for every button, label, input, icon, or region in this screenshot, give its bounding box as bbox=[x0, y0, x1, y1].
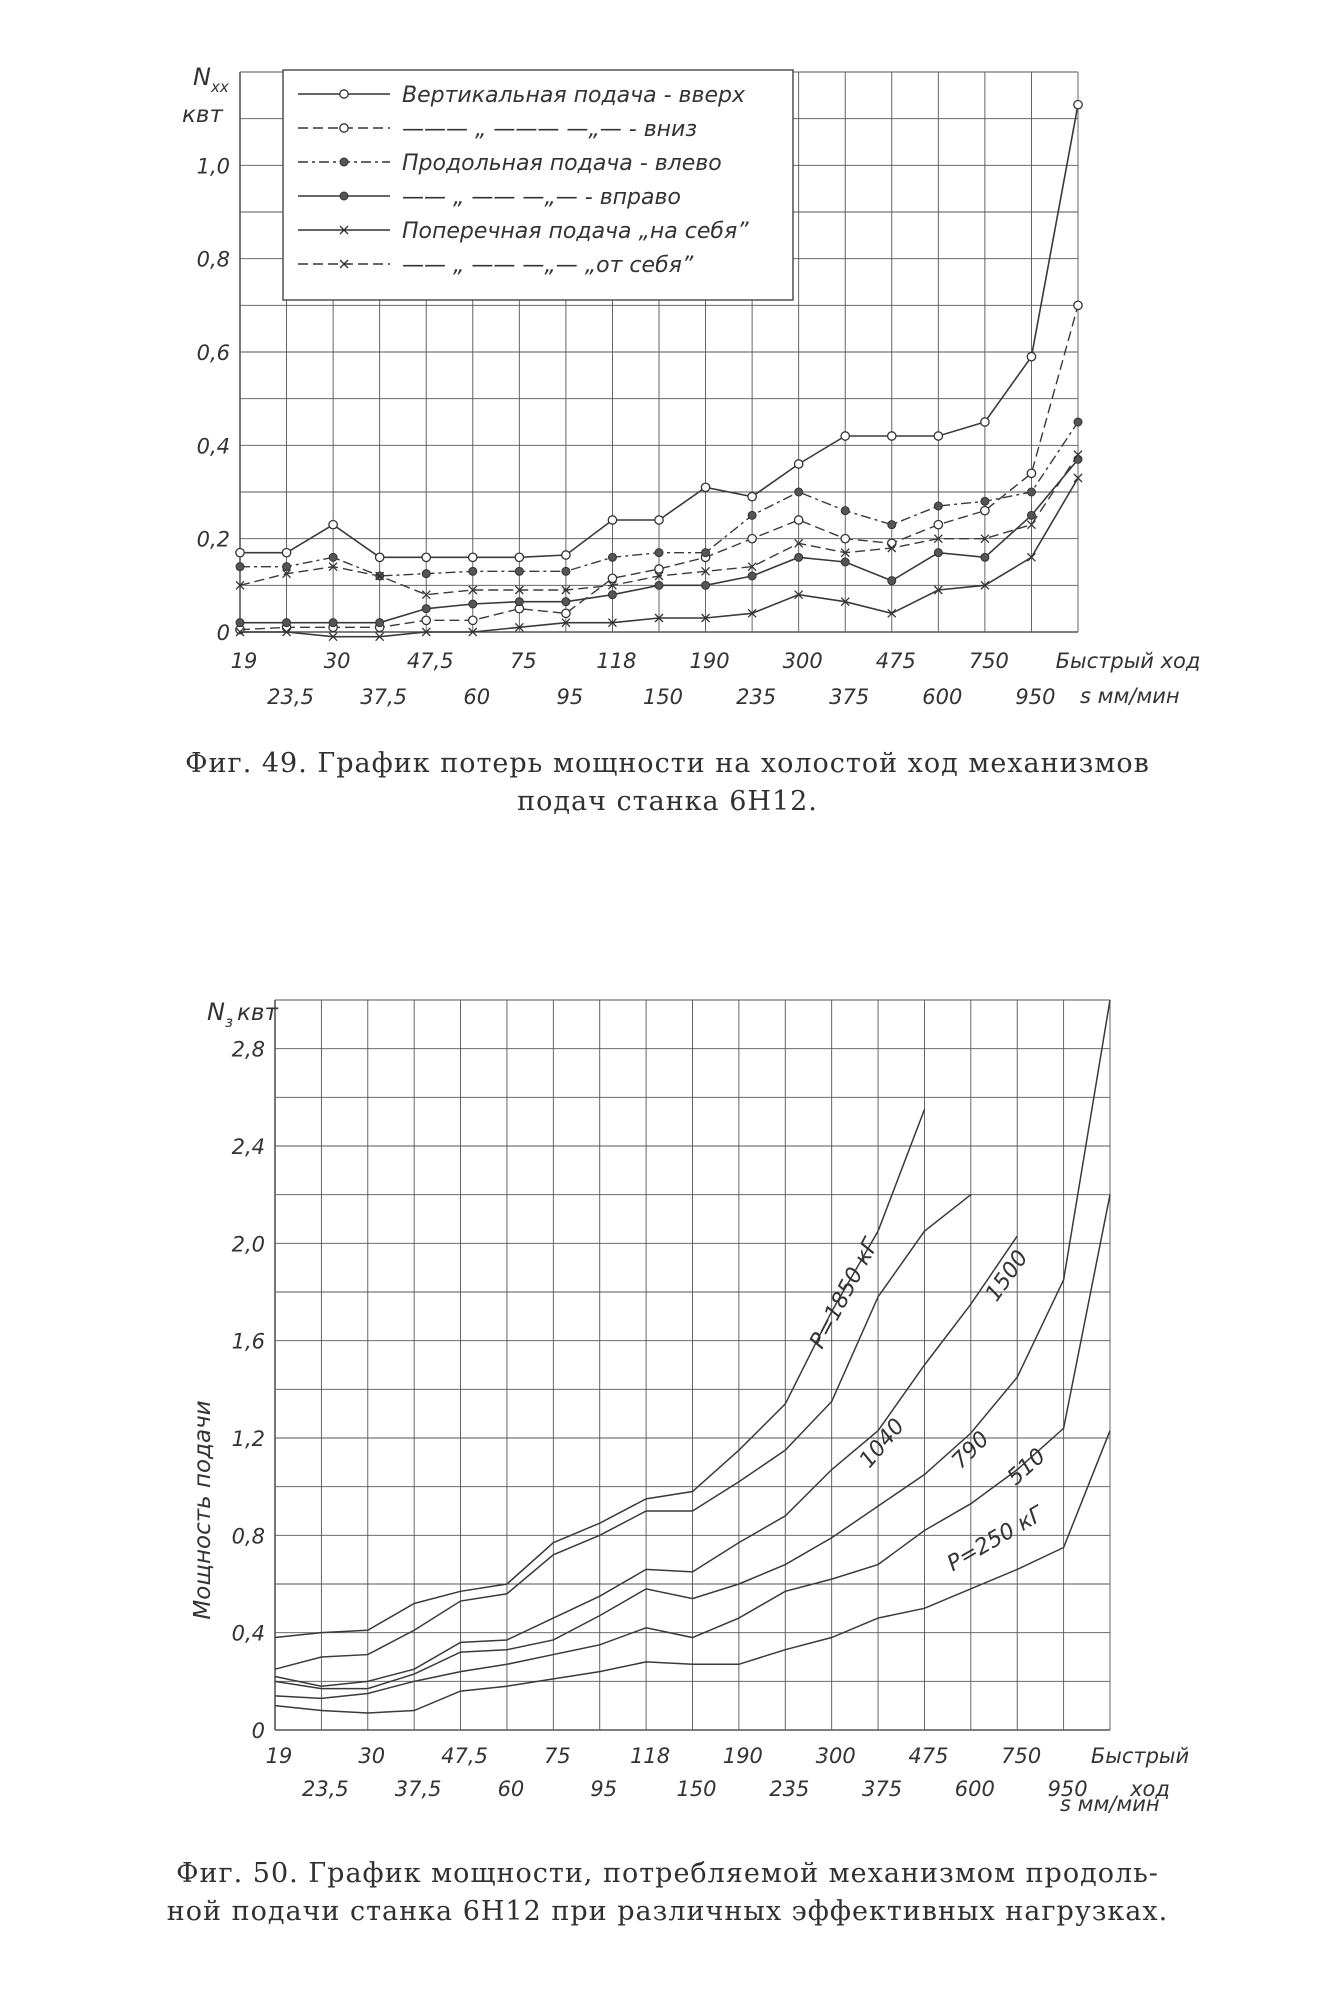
x-tick-label: 300 bbox=[815, 1744, 856, 1768]
data-point bbox=[236, 548, 244, 556]
fig49-caption-line2: подач станка 6Н12. bbox=[517, 786, 818, 817]
data-point bbox=[515, 598, 523, 606]
curve-label: P=250 кГ bbox=[943, 1502, 1048, 1577]
x-tick-label: 300 bbox=[782, 649, 823, 673]
data-point bbox=[794, 460, 802, 468]
data-point bbox=[422, 616, 430, 624]
data-point bbox=[888, 577, 896, 585]
data-point bbox=[1027, 488, 1035, 496]
fig49-chart bbox=[0, 0, 1335, 740]
data-point bbox=[934, 520, 942, 528]
x-tick-label: 60 bbox=[463, 685, 491, 709]
data-point bbox=[562, 551, 570, 559]
data-point bbox=[748, 534, 756, 542]
x-tick-label: 75 bbox=[509, 649, 537, 673]
data-point bbox=[329, 520, 337, 528]
fig49-y-ticks bbox=[197, 154, 230, 645]
x-tick-label: 375 bbox=[829, 685, 870, 709]
x-tick-label: 95 bbox=[556, 685, 584, 709]
data-point bbox=[981, 497, 989, 505]
data-point bbox=[934, 549, 942, 557]
fig50-curve-labels bbox=[805, 1233, 1051, 1576]
data-point bbox=[283, 619, 291, 627]
data-point bbox=[282, 548, 290, 556]
data-point bbox=[562, 598, 570, 606]
data-point bbox=[841, 507, 849, 515]
data-point bbox=[608, 516, 616, 524]
legend-entry-label: ——— „ ——— —„— - вниз bbox=[402, 117, 698, 142]
y-tick-label: 0,8 bbox=[231, 1524, 265, 1549]
x-tick-label: Быстрый bbox=[1090, 1744, 1190, 1768]
data-point bbox=[236, 619, 244, 627]
fig50-caption bbox=[0, 1855, 1335, 1931]
x-tick-label: 150 bbox=[676, 1777, 717, 1801]
x-tick-label: 23,5 bbox=[302, 1777, 349, 1801]
fig50-y-unit: квт bbox=[237, 1000, 278, 1026]
x-tick-label: 23,5 bbox=[267, 685, 314, 709]
legend-marker bbox=[340, 90, 348, 98]
x-tick-label: 37,5 bbox=[360, 685, 408, 709]
legend-marker bbox=[340, 158, 348, 166]
fig50-x-ticks bbox=[266, 1744, 1190, 1801]
x-tick-label: 375 bbox=[862, 1777, 903, 1801]
data-point bbox=[934, 432, 942, 440]
legend-entry-label: —— „ —— —„— „от себя” bbox=[402, 253, 694, 278]
data-point bbox=[841, 558, 849, 566]
y-tick-label: 0 bbox=[251, 1719, 265, 1743]
data-point bbox=[794, 516, 802, 524]
data-point bbox=[422, 605, 430, 613]
data-point bbox=[702, 581, 710, 589]
y-tick-label: 0 bbox=[216, 621, 230, 645]
fig49-legend bbox=[283, 70, 793, 300]
x-tick-label: 118 bbox=[596, 649, 637, 673]
data-point bbox=[469, 616, 477, 624]
curve-label: 510 bbox=[1002, 1443, 1051, 1491]
data-point bbox=[329, 619, 337, 627]
curve-label: 790 bbox=[947, 1426, 995, 1475]
data-point bbox=[702, 549, 710, 557]
data-point bbox=[469, 600, 477, 608]
data-point bbox=[469, 567, 477, 575]
data-point bbox=[608, 553, 616, 561]
fig49-caption-line1: Фиг. 49. График потерь мощности на холостой ход механизмов bbox=[185, 748, 1150, 779]
y-tick-label: 0,8 bbox=[196, 247, 230, 272]
fig50-caption-line1: Фиг. 50. График мощности, потребляемой механизмом продоль- bbox=[176, 1858, 1159, 1889]
fig50-x-unit: s мм/мин bbox=[1060, 1792, 1160, 1816]
x-tick-label: 190 bbox=[722, 1744, 763, 1768]
x-tick-label: 190 bbox=[689, 649, 730, 673]
y-tick-label: 2,0 bbox=[231, 1232, 265, 1257]
data-point bbox=[608, 574, 616, 582]
y-tick-label: 1,0 bbox=[196, 154, 230, 179]
data-point bbox=[748, 492, 756, 500]
data-point bbox=[795, 488, 803, 496]
data-point bbox=[701, 483, 709, 491]
data-point bbox=[562, 609, 570, 617]
y-tick-label: 0,4 bbox=[231, 1621, 265, 1646]
y-tick-label: 2,8 bbox=[231, 1037, 265, 1062]
fig50-y-ticks bbox=[232, 1038, 265, 1743]
data-point bbox=[283, 563, 291, 571]
data-point bbox=[1074, 301, 1082, 309]
x-tick-label: 600 bbox=[954, 1777, 995, 1801]
fig50-y-title: Мощность подачи bbox=[190, 1400, 216, 1620]
x-tick-label: 118 bbox=[630, 1744, 671, 1768]
x-tick-label: 30 bbox=[358, 1744, 386, 1768]
data-point bbox=[515, 567, 523, 575]
data-point bbox=[655, 581, 663, 589]
data-point bbox=[1027, 469, 1035, 477]
curve-label: P=1850 кГ bbox=[805, 1234, 884, 1353]
data-point bbox=[795, 553, 803, 561]
data-point bbox=[236, 563, 244, 571]
data-point bbox=[655, 549, 663, 557]
data-point bbox=[888, 521, 896, 529]
data-point bbox=[934, 502, 942, 510]
fig50-y-axis-label bbox=[207, 998, 278, 1031]
x-tick-label: 750 bbox=[1001, 1744, 1042, 1768]
data-point bbox=[1027, 511, 1035, 519]
data-point bbox=[608, 591, 616, 599]
data-point bbox=[888, 432, 896, 440]
legend-marker bbox=[340, 124, 348, 132]
x-tick-label: 37,5 bbox=[394, 1777, 442, 1801]
x-tick-label: Быстрый ход bbox=[1055, 649, 1201, 673]
legend-entry-label: Продольная подача - влево bbox=[402, 151, 722, 176]
legend-entry-label: —— „ —— —„— - вправо bbox=[402, 185, 681, 210]
x-tick-label: 19 bbox=[265, 1744, 293, 1768]
y-tick-label: 2,4 bbox=[231, 1135, 265, 1159]
x-tick-label: 600 bbox=[922, 685, 963, 709]
x-tick-label: ход bbox=[1130, 1777, 1170, 1801]
y-tick-label: 0,6 bbox=[196, 341, 230, 365]
data-point bbox=[376, 619, 384, 627]
data-point bbox=[1074, 100, 1082, 108]
fig49-y-unit: квт bbox=[182, 102, 223, 128]
data-point bbox=[422, 570, 430, 578]
x-tick-label: 475 bbox=[908, 1744, 949, 1768]
data-point bbox=[469, 553, 477, 561]
x-tick-label: 475 bbox=[875, 649, 916, 673]
data-point bbox=[841, 534, 849, 542]
data-point bbox=[655, 565, 663, 573]
fig49-x-ticks bbox=[231, 649, 1201, 709]
data-point bbox=[422, 553, 430, 561]
x-tick-label: 950 bbox=[1047, 1777, 1088, 1801]
data-point bbox=[748, 572, 756, 580]
legend-marker bbox=[340, 192, 348, 200]
data-point bbox=[981, 506, 989, 514]
y-tick-label: 0,2 bbox=[196, 527, 230, 552]
fig50-grid bbox=[275, 1000, 1110, 1730]
x-tick-label: 95 bbox=[590, 1777, 618, 1801]
fig50-y-label-sub: з bbox=[225, 1013, 233, 1031]
x-tick-label: 150 bbox=[642, 685, 684, 709]
data-point bbox=[748, 511, 756, 519]
data-point bbox=[1074, 418, 1082, 426]
fig49-x-unit: s мм/мин bbox=[1080, 684, 1180, 708]
data-point bbox=[981, 553, 989, 561]
y-tick-label: 0,4 bbox=[196, 434, 230, 459]
fig49-y-label-n: N bbox=[193, 63, 211, 91]
fig49-y-axis-label bbox=[182, 63, 229, 128]
data-point bbox=[655, 516, 663, 524]
curve-label: 1500 bbox=[980, 1245, 1034, 1307]
y-tick-label: 1,2 bbox=[231, 1427, 265, 1451]
fig50-chart bbox=[0, 985, 1335, 1825]
data-point bbox=[841, 432, 849, 440]
x-tick-label: 30 bbox=[323, 649, 351, 673]
x-tick-label: 60 bbox=[497, 1777, 525, 1801]
fig50-caption-line2: ной подачи станка 6Н12 при различных эффективных нагрузках. bbox=[166, 1896, 1169, 1927]
x-tick-label: 19 bbox=[230, 649, 258, 673]
legend-entry-label: Поперечная подача „на себя” bbox=[402, 219, 749, 244]
x-tick-label: 47,5 bbox=[441, 1744, 488, 1768]
data-point bbox=[981, 418, 989, 426]
data-point bbox=[1027, 352, 1035, 360]
data-point bbox=[329, 553, 337, 561]
data-point bbox=[888, 539, 896, 547]
x-tick-label: 950 bbox=[1015, 685, 1056, 709]
fig49-y-label-sub: хх bbox=[211, 78, 229, 96]
x-tick-label: 235 bbox=[769, 1777, 810, 1801]
fig50-y-label-n: N bbox=[207, 998, 225, 1026]
curve-label: 1040 bbox=[854, 1414, 910, 1474]
data-point bbox=[515, 553, 523, 561]
x-tick-label: 750 bbox=[968, 649, 1009, 673]
x-tick-label: 75 bbox=[543, 1744, 571, 1768]
data-point bbox=[562, 567, 570, 575]
legend-entry-label: Вертикальная подача - вверх bbox=[402, 83, 745, 108]
data-point bbox=[375, 553, 383, 561]
x-tick-label: 47,5 bbox=[406, 649, 454, 673]
y-tick-label: 1,6 bbox=[231, 1329, 265, 1354]
x-tick-label: 235 bbox=[736, 685, 777, 709]
fig49-caption bbox=[0, 745, 1335, 821]
